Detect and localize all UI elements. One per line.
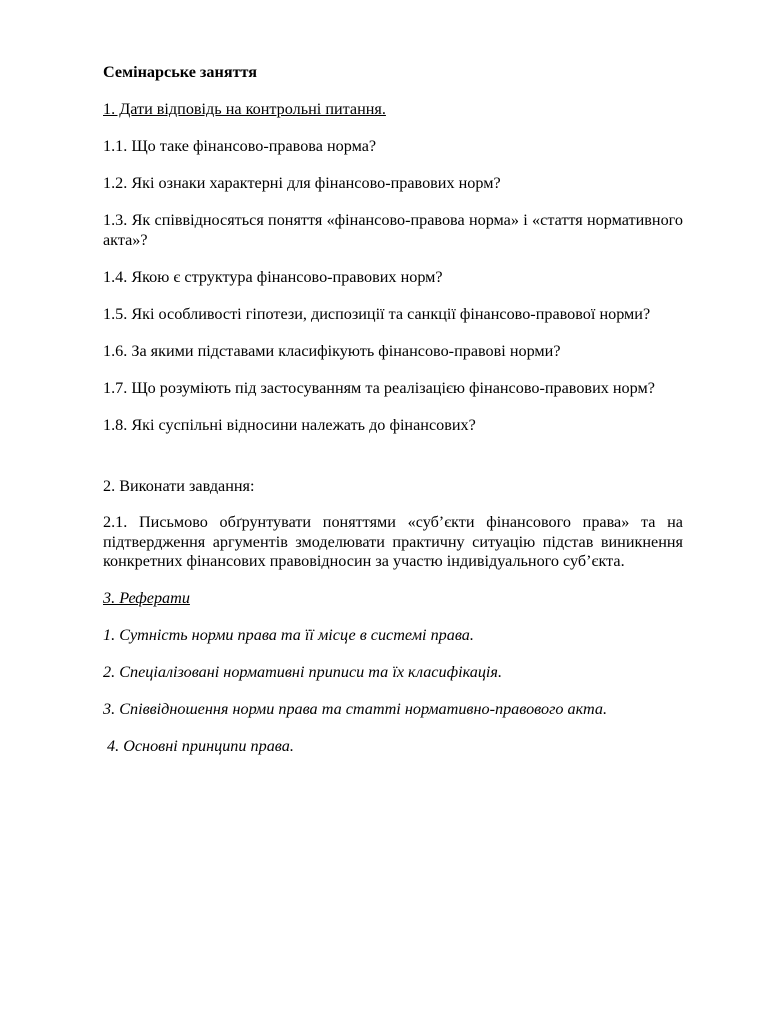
- question-1-6: 1.6. За якими підставами класифікують фінансово-правові норми?: [103, 342, 561, 360]
- essay-topic-2: 2. Спеціалізовані нормативні приписи та їх класифікація.: [103, 662, 502, 681]
- question-1-4: 1.4. Якою є структура фінансово-правових норм?: [103, 268, 443, 286]
- question-1-8: 1.8. Які суспільні відносини належать до фінансових?: [103, 416, 476, 434]
- question-1-2: 1.2. Які ознаки характерні для фінансово-правових норм?: [103, 174, 501, 192]
- document-page: [103, 62, 683, 773]
- task-2-1: 2.1. Письмово обґрунтувати поняттями «суб’єкти фінансового права» та на підтвердження аргументів змоделювати практичну ситуацію підстав виникнення конкретних фінансових правовідносин за участю індивідуального суб’єкта.: [103, 513, 683, 570]
- section-heading-essays: 3. Реферати: [103, 588, 190, 607]
- page-title: Семінарське заняття: [103, 63, 258, 81]
- question-1-1: 1.1. Що таке фінансово-правова норма?: [103, 137, 377, 155]
- essay-topic-1: 1. Сутність норми права та її місце в системі права.: [103, 625, 474, 644]
- section-heading-questions: 1. Дати відповідь на контрольні питання.: [103, 100, 386, 118]
- section-heading-tasks: 2. Виконати завдання:: [103, 477, 255, 495]
- essay-topic-3: 3. Співвідношення норми права та статті нормативно-правового акта.: [103, 699, 608, 718]
- question-1-7: 1.7. Що розуміють під застосуванням та реалізацією фінансово-правових норм?: [103, 379, 655, 397]
- question-1-5: 1.5. Які особливості гіпотези, диспозиції та санкції фінансово-правової норми?: [103, 305, 651, 323]
- question-1-3: 1.3. Як співвідносяться поняття «фінансово-правова норма» і «стаття нормативного акта»?: [103, 211, 683, 249]
- essay-topic-4: 4. Основні принципи права.: [107, 736, 294, 755]
